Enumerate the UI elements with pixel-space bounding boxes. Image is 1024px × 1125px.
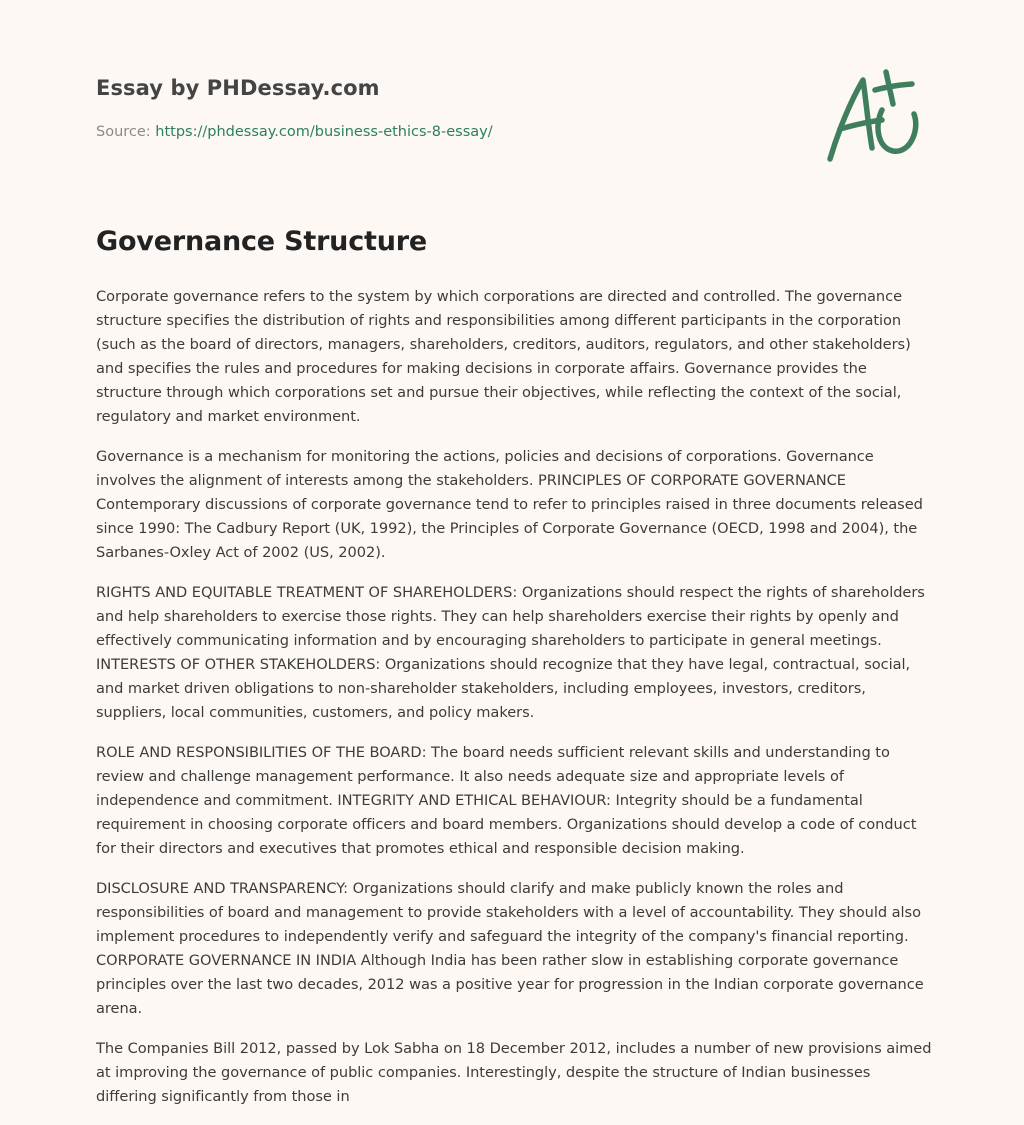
source-link[interactable]: https://phdessay.com/business-ethics-8-essay/ [155,124,493,140]
essay-paragraph: Corporate governance refers to the system by which corporations are directed and controlled. The governance structure specifies the distribution of rights and responsibilities among different participants in the corporation (such as the board of directors, managers, shareholders, creditors, auditors, regulators, and other stakeholders) and specifies the rules and procedures for making decisions in corporate affairs. Governance provides the structure through which corporations set and pursue their objectives, while reflecting the context of the social, regulatory and market environment. [96,288,911,425]
a-plus-logo-graphic [820,66,930,166]
source-line [96,124,493,140]
source-label: Source: [96,124,151,140]
essay-paragraph: The Companies Bill 2012, passed by Lok Sabha on 18 December 2012, includes a number of new provisions aimed at improving the governance of public companies. Interestingly, despite the structure of Indian businesses differing significantly from those in [96,1040,932,1105]
essay-title: Governance Structure [96,226,427,257]
essay-paragraph: DISCLOSURE AND TRANSPARENCY: Organizations should clarify and make publicly known the roles and responsibilities of board and management to provide stakeholders with a level of accountability. They should also implement procedures to independently verify and safeguard the integrity of the company's financial reporting. CORPORATE GOVERNANCE IN INDIA Although India has been rather slow in establishing corporate governance principles over the last two decades, 2012 was a positive year for progression in the Indian corporate governance arena. [96,880,924,1017]
a-plus-logo-icon [820,66,930,166]
essay-paragraph: ROLE AND RESPONSIBILITIES OF THE BOARD: The board needs sufficient relevant skills and understanding to review and challenge management performance. It also needs adequate size and appropriate levels of independence and commitment. INTEGRITY AND ETHICAL BEHAVIOUR: Integrity should be a fundamental requirement in choosing corporate officers and board members. Organizations should develop a code of conduct for their directors and executives that promotes ethical and responsible decision making. [96,744,917,857]
essay-paragraph: RIGHTS AND EQUITABLE TREATMENT OF SHAREHOLDERS: Organizations should respect the rights of shareholders and help shareholders to exercise those rights. They can help shareholders exercise their rights by openly and effectively communicating information and by encouraging shareholders to participate in general meetings. INTERESTS OF OTHER STAKEHOLDERS: Organizations should recognize that they have legal, contractual, social, and market driven obligations to non-shareholder stakeholders, including employees, investors, creditors, suppliers, local communities, customers, and policy makers. [96,584,925,721]
site-title: Essay by PHDessay.com [96,76,380,100]
essay-body [96,285,932,1125]
essay-paragraph: Governance is a mechanism for monitoring the actions, policies and decisions of corporations. Governance involves the alignment of interests among the stakeholders. PRINCIPLES OF CORPORATE GOVERNANCE Contemporary discussions of corporate governance tend to refer to principles raised in three documents released since 1990: The Cadbury Report (UK, 1992), the Principles of Corporate Governance (OECD, 1998 and 2004), the Sarbanes-Oxley Act of 2002 (US, 2002). [96,448,923,561]
